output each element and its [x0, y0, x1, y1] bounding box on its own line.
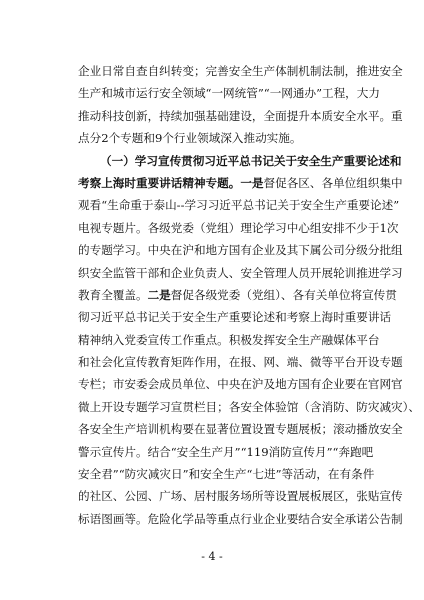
text-line: 的社区、公园、广场、居村服务场所等设置展板展区，张贴宣传: [78, 489, 403, 504]
text-line: 织安全监管干部和企业负责人、安全管理人员开展轮训推进学习: [78, 265, 403, 280]
section-text: 督促各区、各单位组织集中: [263, 175, 403, 190]
section-heading-bold: 考察上海时重要讲话精神专题。一是: [78, 175, 264, 190]
text-line: 生产和城市运行安全领域“一网统管”“一网通办”工程，大力: [78, 86, 380, 101]
section-heading: （一）学习宣传贯彻习近平总书记关于安全生产重要论述和: [100, 153, 402, 168]
text-line: [78, 284, 397, 306]
part2-bold: 二是: [147, 287, 171, 302]
text-line: 和社会化宣传教育矩阵作用，在报、网、端、微等平台开设专题: [78, 355, 403, 370]
body-text: [78, 60, 421, 530]
text-line: 精神纳入党委宣传工作重点。积极发挥安全生产融媒体平台: [78, 332, 380, 347]
text-line: 的专题学习。中央在沪和地方国有企业及其下属公司分级分批组: [78, 243, 403, 258]
text-line: 安全君”“防灾减灾日”和安全生产“七进”等活动，在有条件: [78, 467, 375, 482]
text-line: 各安全生产培训机构要在显著位置设置专题展板；滚动播放安全: [78, 422, 403, 437]
text-line: 点分2个专题和9个行业领域深入推动实施。: [78, 131, 302, 146]
section-heading-continued: [78, 172, 403, 194]
text-line: 推动科技创新，持续加强基础建设，全面提升本质安全水平。重: [78, 108, 403, 123]
text-line: 彻习近平总书记关于安全生产重要论述和考察上海时重要讲话: [78, 310, 392, 325]
text-line: 专栏；市安委会成员单位、中央在沪及地方国有企业要在官网官: [78, 377, 403, 392]
text-line: 观看“生命重于泰山--学习习近平总书记关于安全生产重要论述”: [78, 198, 400, 213]
text-line: 警示宣传片。结合“安全生产月”“119消防宣传月”“奔跑吧: [78, 444, 374, 459]
text-line: 电视专题片。各级党委（党组）理论学习中心组安排不少于1次: [78, 220, 399, 235]
text-line: 微上开设专题学习宣贯栏目；各安全体验馆（含消防、防灾减灾）、: [78, 399, 421, 414]
text-line: 标语图画等。危险化学品等重点行业企业要结合安全承诺公告制: [78, 511, 403, 526]
text-line: 企业日常自查自纠转变；完善安全生产体制机制法制，推进安全: [78, 64, 403, 78]
section-text: 教育全覆盖。: [78, 287, 148, 302]
section-text: 督促各级党委（党组）、各有关单位将宣传贯: [170, 287, 397, 302]
page-number: - 4 -: [201, 550, 223, 563]
